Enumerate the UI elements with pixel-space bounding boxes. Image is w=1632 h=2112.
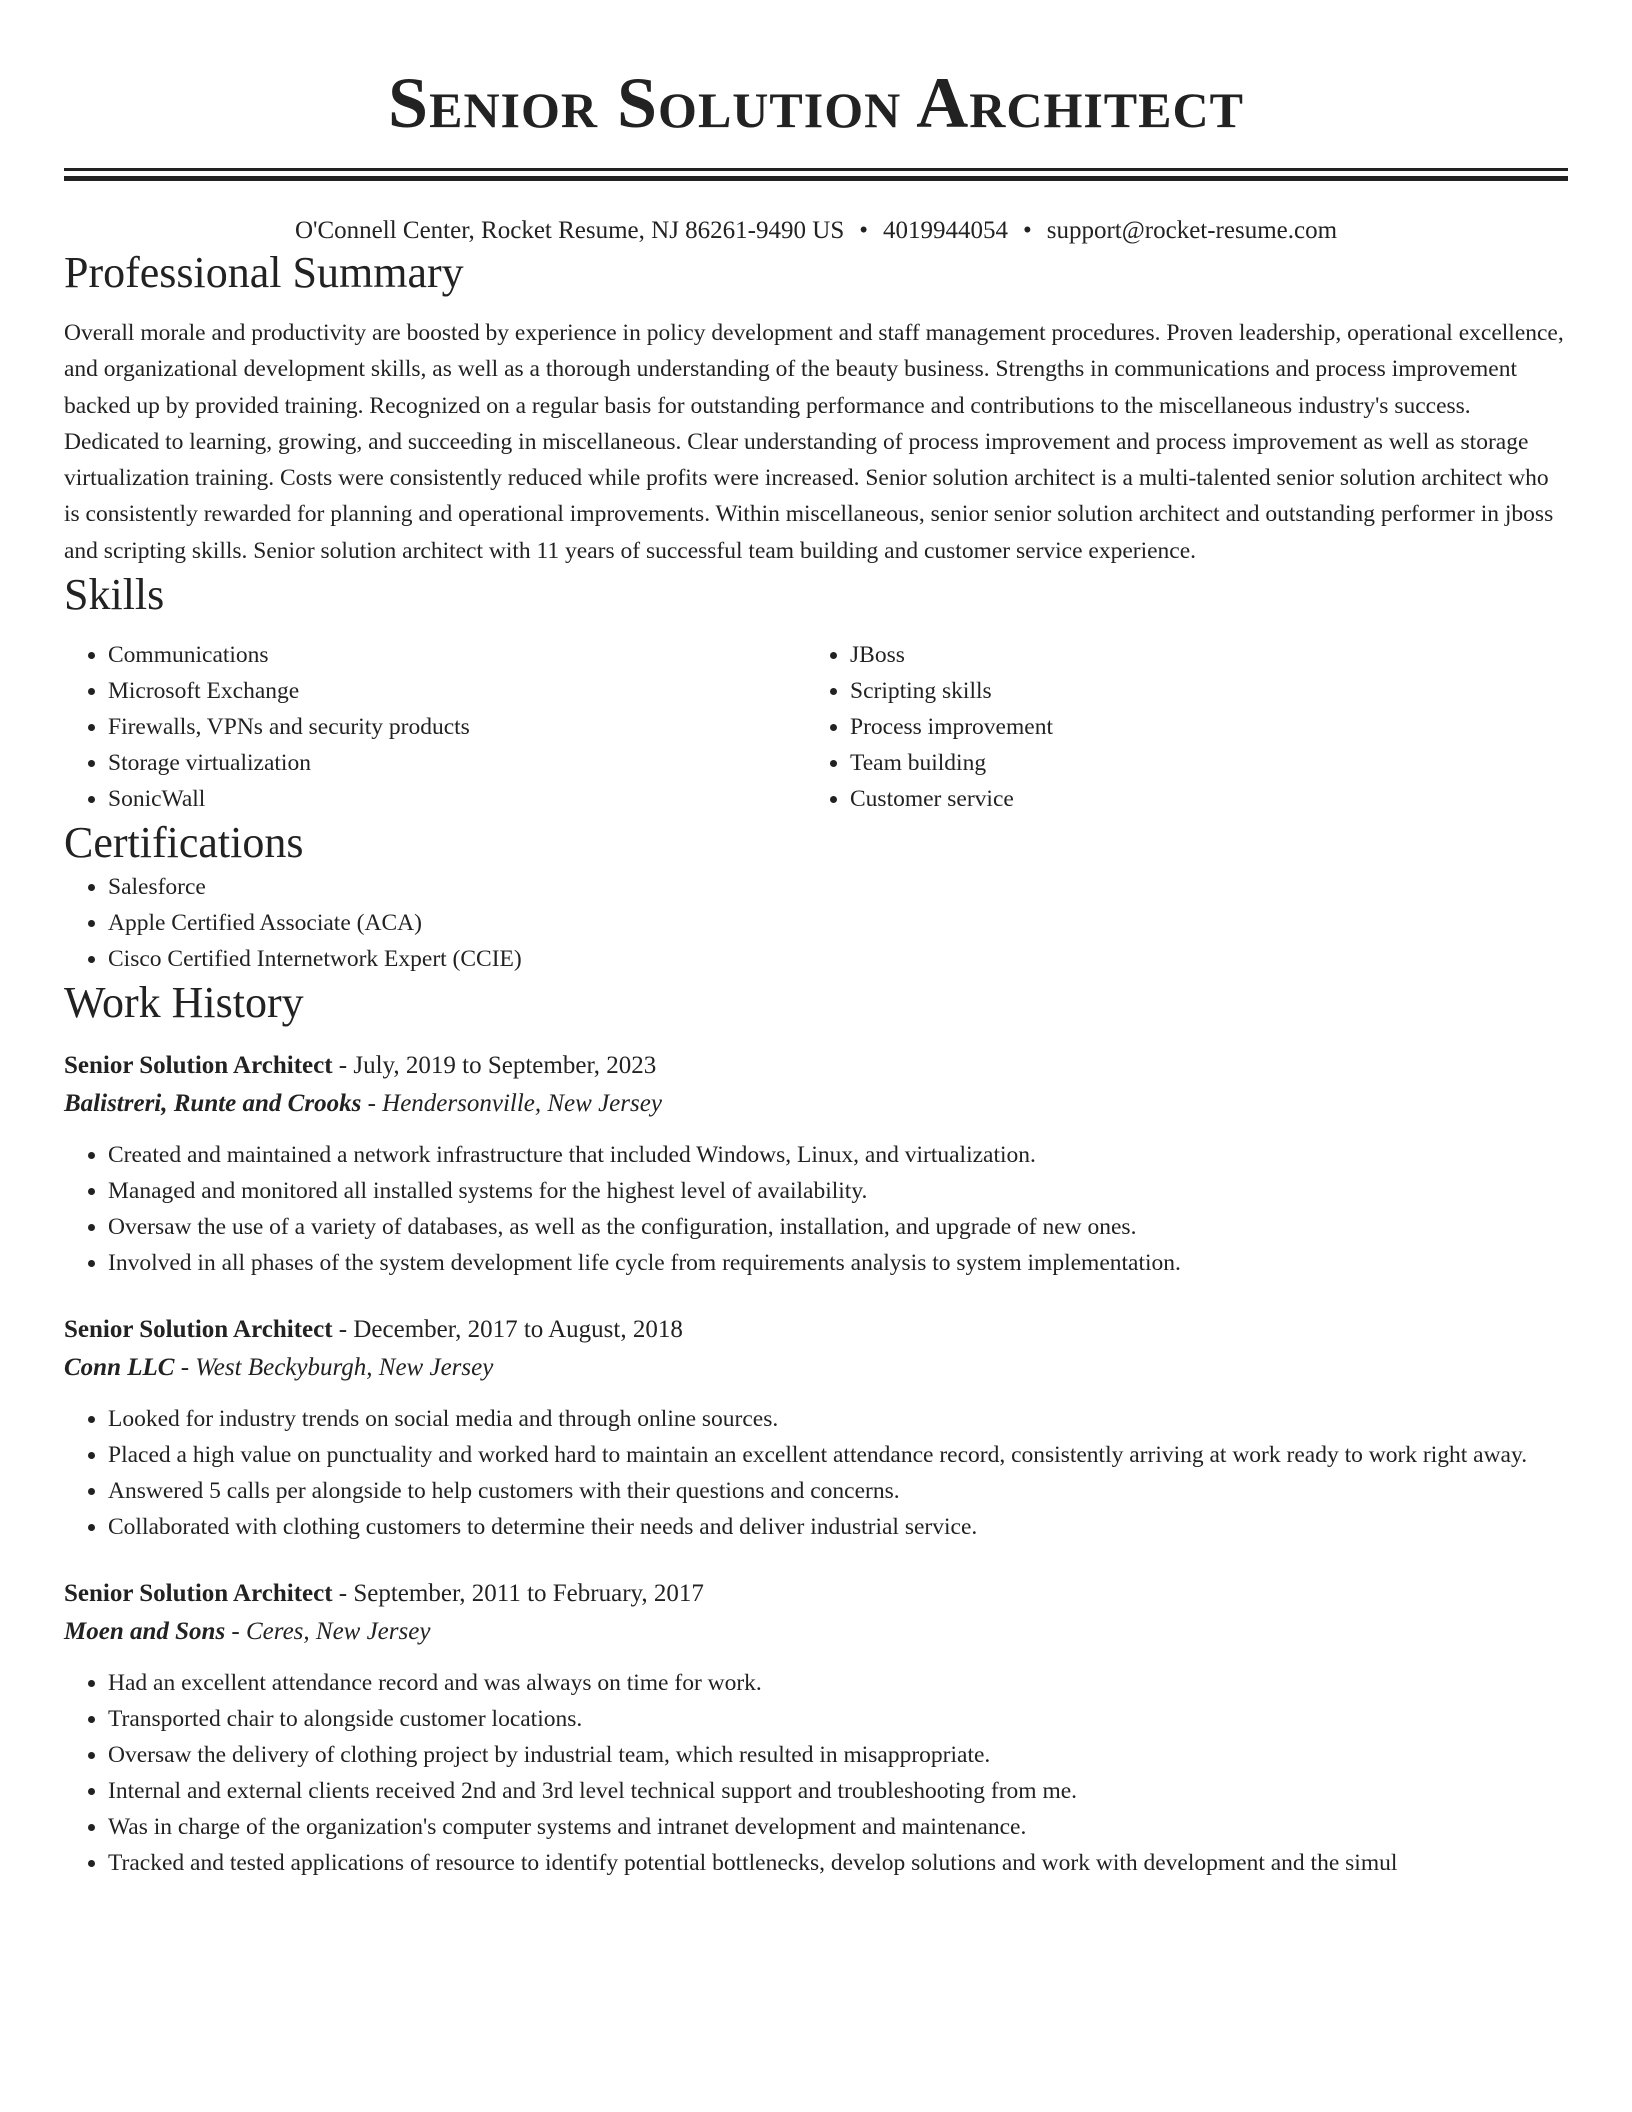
certifications-list <box>64 869 1568 977</box>
job-duty-item: • Internal and external clients received 2nd and 3rd level technical support and troubleshooting from me. <box>108 1773 1568 1809</box>
skill-item: • Storage virtualization <box>108 745 806 781</box>
job-company-line <box>64 1349 1568 1387</box>
resume-page <box>64 0 1568 1881</box>
skill-item: • Process improvement <box>850 709 1548 745</box>
skill-item: • JBoss <box>850 637 1548 673</box>
job-duty-item: • Placed a high value on punctuality and worked hard to maintain an excellent attendance record, consistently arriving at work ready to work right away. <box>108 1437 1568 1473</box>
job-duty-item: • Oversaw the delivery of clothing project by industrial team, which resulted in misappropriate. <box>108 1737 1568 1773</box>
header-rule-top <box>64 168 1568 171</box>
header-rule-bottom <box>64 176 1568 181</box>
job-dates: - July, 2019 to September, 2023 <box>332 1052 657 1080</box>
job-entry <box>64 1575 1568 1881</box>
contact-phone: 4019944054 <box>882 217 1008 244</box>
resume-name-title: Senior Solution Architect <box>388 63 1244 143</box>
job-duty-item: • Was in charge of the organization's computer systems and intranet development and maintenance. <box>108 1809 1568 1845</box>
job-duties-list <box>64 1665 1568 1881</box>
job-duty-item: • Oversaw the use of a variety of databases, as well as the configuration, installation, and upgrade of new ones. <box>108 1209 1568 1245</box>
job-entry <box>64 1311 1568 1545</box>
contact-email: support@rocket-resume.com <box>1046 217 1338 244</box>
job-duty-item: • Involved in all phases of the system development life cycle from requirements analysis to system implementation. <box>108 1245 1568 1281</box>
job-location: - Hendersonville, New Jersey <box>361 1090 662 1118</box>
job-duty-item: • Created and maintained a network infrastructure that included Windows, Linux, and virtualization. <box>108 1137 1568 1173</box>
certification-item: • Salesforce <box>108 869 1568 905</box>
job-role: Senior Solution Architect <box>64 1316 333 1344</box>
job-company: Conn LLC <box>64 1354 175 1382</box>
certifications-heading: Certifications <box>64 818 304 868</box>
contact-separator: • <box>859 217 868 244</box>
job-dates: - December, 2017 to August, 2018 <box>332 1316 683 1344</box>
skill-item: • Communications <box>108 637 806 673</box>
skill-item: • Team building <box>850 745 1548 781</box>
work-history-heading: Work History <box>64 978 304 1028</box>
job-location: - Ceres, New Jersey <box>225 1618 431 1646</box>
job-dates: - September, 2011 to February, 2017 <box>332 1580 704 1608</box>
job-company-line <box>64 1613 1568 1651</box>
job-role-line <box>64 1311 1568 1349</box>
certification-item: • Apple Certified Associate (ACA) <box>108 905 1568 941</box>
job-company: Balistreri, Runte and Crooks <box>64 1090 362 1118</box>
skills-columns <box>64 637 1568 817</box>
summary-text: Overall morale and productivity are boosted by experience in policy development and staff management procedures. Proven leadership, operational excellence, and organizational development skills, as well as a thorough understanding of the beauty business. Strengths in communications and process improvement backed up by provided training. Recognized on a regular basis for outstanding performance and contributions to the miscellaneous industry's success. Dedicated to learning, growing, and succeeding in miscellaneous. Clear understanding of process improvement and process improvement as well as storage virtualization training. Costs were consistently reduced while profits were increased. Senior solution architect is a multi-talented senior solution architect who is consistently rewarded for planning and operational improvements. Within miscellaneous, senior senior solution architect and outstanding performer in jboss and scripting skills. Senior solution architect with 11 years of successful team building and customer service experience. <box>64 320 1564 564</box>
skill-item: • Scripting skills <box>850 673 1548 709</box>
summary-heading: Professional Summary <box>64 248 464 297</box>
skills-column-right <box>806 637 1548 817</box>
job-duty-item: • Managed and monitored all installed systems for the highest level of availability. <box>108 1173 1568 1209</box>
skills-column-left <box>64 637 806 817</box>
job-duty-item: • Tracked and tested applications of resource to identify potential bottlenecks, develop solutions and work with development and the simul <box>108 1845 1568 1881</box>
job-duty-item: • Answered 5 calls per alongside to help customers with their questions and concerns. <box>108 1473 1568 1509</box>
job-entry <box>64 1047 1568 1281</box>
job-role: Senior Solution Architect <box>64 1052 333 1080</box>
skill-item: • SonicWall <box>108 781 806 817</box>
skill-item: • Microsoft Exchange <box>108 673 806 709</box>
contact-separator: • <box>1022 217 1032 244</box>
skill-item: • Customer service <box>850 781 1548 817</box>
job-duty-item: • Collaborated with clothing customers to determine their needs and deliver industrial service. <box>108 1509 1568 1545</box>
job-duties-list <box>64 1137 1568 1281</box>
job-company-line <box>64 1085 1568 1123</box>
skills-heading: Skills <box>64 570 165 620</box>
job-duty-item: • Looked for industry trends on social media and through online sources. <box>108 1401 1568 1437</box>
certification-item: • Cisco Certified Internetwork Expert (CCIE) <box>108 941 1568 977</box>
contact-line <box>64 215 1568 247</box>
job-duty-item: • Transported chair to alongside customer locations. <box>108 1701 1568 1737</box>
job-duty-item: • Had an excellent attendance record and was always on time for work. <box>108 1665 1568 1701</box>
job-duties-list <box>64 1401 1568 1545</box>
skill-item: • Firewalls, VPNs and security products <box>108 709 806 745</box>
job-role: Senior Solution Architect <box>64 1580 333 1608</box>
skills-list-right <box>806 637 1548 817</box>
job-company: Moen and Sons <box>64 1618 226 1646</box>
skills-list-left <box>64 637 806 817</box>
job-role-line <box>64 1047 1568 1085</box>
job-role-line <box>64 1575 1568 1613</box>
job-location: - West Beckyburgh, New Jersey <box>174 1354 494 1382</box>
contact-address: O'Connell Center, Rocket Resume, NJ 86261-9490 US <box>294 217 845 244</box>
